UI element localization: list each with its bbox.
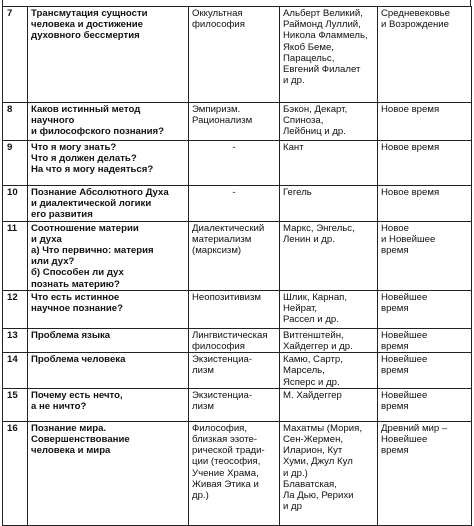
question-cell-line: и духа	[31, 233, 62, 245]
direction-cell	[189, 221, 280, 290]
era-cell-line: время	[381, 245, 409, 257]
direction-cell-line: Учение Храма,	[192, 467, 259, 479]
direction-cell-line: Диалектический	[192, 222, 265, 234]
direction-cell-line: Экзистенциа-	[192, 389, 253, 401]
era-cell-line: Новое время	[381, 187, 440, 198]
question-cell-line: Что я могу знать?	[31, 142, 117, 153]
table-row	[3, 141, 472, 186]
question-cell-line: познать материю?	[31, 278, 120, 290]
question-cell-line: и диалектической логики	[31, 198, 152, 210]
direction-cell	[189, 353, 280, 389]
representatives-cell-line: Нейрат,	[283, 303, 318, 315]
representatives-cell-line: и др	[283, 501, 302, 513]
row-number: 7	[3, 7, 28, 103]
direction-cell-line: философия	[192, 19, 245, 31]
question-cell-line: Проблема языка	[31, 329, 111, 341]
representatives-cell-line: Камю, Сартр,	[283, 354, 343, 366]
question-cell-line: Каков истинный метод	[31, 104, 141, 115]
representatives-cell	[280, 141, 378, 186]
question-cell-line: духовного бессмертия	[31, 30, 140, 42]
representatives-cell-line: Кант	[283, 142, 304, 153]
representatives-cell-line: Иларион, Кут	[283, 445, 343, 457]
question-cell-line: Проблема человека	[31, 354, 126, 366]
row-number: 9	[3, 141, 28, 186]
representatives-cell-line: Марсель,	[283, 365, 325, 377]
era-cell-line: время	[381, 341, 409, 353]
era-cell	[378, 141, 472, 186]
direction-cell-line: Рационализм	[192, 115, 253, 127]
direction-cell-line: (марксизм)	[192, 245, 242, 257]
era-cell-line: Древний мир –	[381, 422, 448, 434]
era-cell-line: Новое время	[381, 142, 440, 153]
question-cell-line: или дух?	[31, 256, 75, 268]
representatives-cell-line: Махатмы (Мория,	[283, 422, 362, 434]
representatives-cell-line: Витгенштейн,	[283, 329, 344, 341]
table-row	[3, 221, 472, 290]
question-cell	[28, 353, 189, 389]
era-cell	[378, 421, 472, 525]
row-number: 10	[3, 186, 28, 222]
era-cell	[378, 290, 472, 328]
philosophy-table-container	[2, 6, 471, 526]
era-cell	[378, 186, 472, 222]
direction-cell	[189, 141, 280, 186]
direction-cell	[189, 290, 280, 328]
row-number: 14	[3, 353, 28, 389]
era-cell-line: Новейшее	[381, 329, 428, 341]
representatives-cell-line: Гегель	[283, 187, 312, 198]
direction-cell-line: философия	[192, 341, 245, 353]
direction-cell-line: Экзистенциа-	[192, 354, 253, 366]
direction-cell	[189, 186, 280, 222]
question-cell	[28, 388, 189, 421]
representatives-cell	[280, 388, 378, 421]
representatives-cell-line: Альберт Великий,	[283, 8, 363, 19]
question-cell-line: человека и мира	[31, 445, 111, 457]
question-cell-line: научного	[31, 115, 75, 127]
representatives-cell-line: М. Хайдеггер	[283, 389, 342, 401]
question-cell	[28, 421, 189, 525]
representatives-cell-line: Рассел и др.	[283, 314, 339, 326]
question-cell-line: Трансмутация сущности	[31, 8, 148, 19]
representatives-cell-line: Раймонд Луллий,	[283, 19, 361, 31]
era-cell-line: время	[381, 365, 409, 377]
direction-cell-line: -	[232, 187, 236, 198]
question-cell-line: Совершенствование	[31, 434, 130, 446]
era-cell-line: Новейшее	[381, 291, 428, 303]
question-cell-line: Что есть истинное	[31, 291, 120, 303]
direction-cell	[189, 421, 280, 525]
representatives-cell-line: и др.	[283, 75, 305, 87]
era-cell	[378, 221, 472, 290]
table-row	[3, 421, 472, 525]
direction-cell-line: др.)	[192, 490, 209, 502]
question-cell-line: Почему есть нечто,	[31, 389, 123, 401]
question-cell-line: а) Что первично: материя	[31, 245, 154, 257]
representatives-cell-line: Спиноза,	[283, 115, 324, 127]
representatives-cell-line: Бэкон, Декарт,	[283, 104, 348, 115]
representatives-cell-line: Сен-Жермен,	[283, 434, 344, 446]
direction-cell-line: близкая эзоте-	[192, 434, 258, 446]
question-cell	[28, 186, 189, 222]
era-cell-line: и Новейшее	[381, 233, 436, 245]
question-cell-line: а не ничто?	[31, 401, 87, 413]
representatives-cell-line: Хуми, Джул Кул	[283, 456, 353, 468]
direction-cell-line: Живая Этика и	[192, 478, 259, 490]
representatives-cell-line: Ла Дью, Рерихи	[283, 490, 354, 502]
era-cell-line: время	[381, 401, 409, 413]
representatives-cell-line: Никола Фламмель,	[283, 30, 368, 42]
table-row	[3, 186, 472, 222]
table-body	[3, 7, 472, 526]
era-cell	[378, 353, 472, 389]
question-cell-line: его развития	[31, 209, 93, 221]
representatives-cell-line: Маркс, Энгельс,	[283, 222, 355, 234]
question-cell	[28, 103, 189, 141]
representatives-cell-line: и др.)	[283, 467, 308, 479]
question-cell-line: б) Способен ли дух	[31, 267, 124, 279]
direction-cell	[189, 328, 280, 352]
question-cell	[28, 7, 189, 103]
representatives-cell	[280, 7, 378, 103]
representatives-cell-line: Лейбниц и др.	[283, 126, 346, 138]
direction-cell-line: рической тради-	[192, 445, 265, 457]
question-cell-line: Соотношение материи	[31, 222, 139, 234]
era-cell-line: Новейшее	[381, 354, 428, 366]
representatives-cell-line: Ленин и др.	[283, 233, 335, 245]
era-cell	[378, 388, 472, 421]
representatives-cell-line: Хайдеггер и др.	[283, 341, 353, 353]
row-number: 13	[3, 328, 28, 352]
direction-cell-line: лизм	[192, 401, 214, 413]
era-cell-line: Новейшее	[381, 389, 428, 401]
row-number: 12	[3, 290, 28, 328]
era-cell-line: время	[381, 303, 409, 315]
representatives-cell	[280, 103, 378, 141]
row-number: 15	[3, 388, 28, 421]
question-cell	[28, 221, 189, 290]
question-cell-line: и философского познания?	[31, 126, 164, 138]
question-cell	[28, 141, 189, 186]
direction-cell-line: Оккультная	[192, 8, 243, 19]
direction-cell-line: Эмпиризм.	[192, 104, 241, 115]
era-cell-line: Новое	[381, 222, 409, 234]
representatives-cell-line: Евгений Филалет	[283, 64, 361, 76]
representatives-cell	[280, 290, 378, 328]
era-cell	[378, 103, 472, 141]
representatives-cell	[280, 421, 378, 525]
direction-cell	[189, 388, 280, 421]
question-cell-line: Что я должен делать?	[31, 153, 137, 165]
era-cell	[378, 328, 472, 352]
representatives-cell-line: Шлик, Карнап,	[283, 291, 348, 303]
question-cell-line: научное познание?	[31, 303, 124, 315]
question-cell	[28, 290, 189, 328]
question-cell	[28, 328, 189, 352]
row-number: 16	[3, 421, 28, 525]
era-cell-line: и Возрождение	[381, 19, 449, 31]
table-row	[3, 388, 472, 421]
direction-cell-line: Лингвистическая	[192, 329, 268, 341]
representatives-cell	[280, 353, 378, 389]
direction-cell	[189, 7, 280, 103]
era-cell-line: Средневековье	[381, 8, 451, 19]
representatives-cell	[280, 328, 378, 352]
question-cell-line: Познание Абсолютного Духа	[31, 187, 169, 198]
direction-cell-line: лизм	[192, 365, 214, 377]
row-number: 11	[3, 221, 28, 290]
direction-cell-line: Философия,	[192, 422, 248, 434]
table-row	[3, 328, 472, 352]
philosophy-table	[2, 6, 472, 526]
era-cell-line: Новое время	[381, 104, 440, 115]
question-cell-line: человека и достижение	[31, 19, 144, 31]
era-cell	[378, 7, 472, 103]
direction-cell-line: -	[232, 142, 236, 153]
table-row	[3, 290, 472, 328]
table-row	[3, 353, 472, 389]
direction-cell-line: Неопозитивизм	[192, 291, 261, 303]
table-row	[3, 103, 472, 141]
representatives-cell-line: Блаватская,	[283, 478, 337, 490]
representatives-cell-line: Ясперс и др.	[283, 376, 340, 388]
representatives-cell	[280, 186, 378, 222]
era-cell-line: время	[381, 445, 409, 457]
table-row	[3, 7, 472, 103]
era-cell-line: Новейшее	[381, 434, 428, 446]
representatives-cell-line: Якоб Беме,	[283, 41, 334, 53]
question-cell-line: Познание мира.	[31, 422, 107, 434]
row-number: 8	[3, 103, 28, 141]
direction-cell-line: ции (теософия,	[192, 456, 261, 468]
question-cell-line: На что я могу надеяться?	[31, 164, 154, 176]
direction-cell-line: материализм	[192, 233, 252, 245]
representatives-cell	[280, 221, 378, 290]
representatives-cell-line: Парацельс,	[283, 52, 335, 64]
direction-cell	[189, 103, 280, 141]
